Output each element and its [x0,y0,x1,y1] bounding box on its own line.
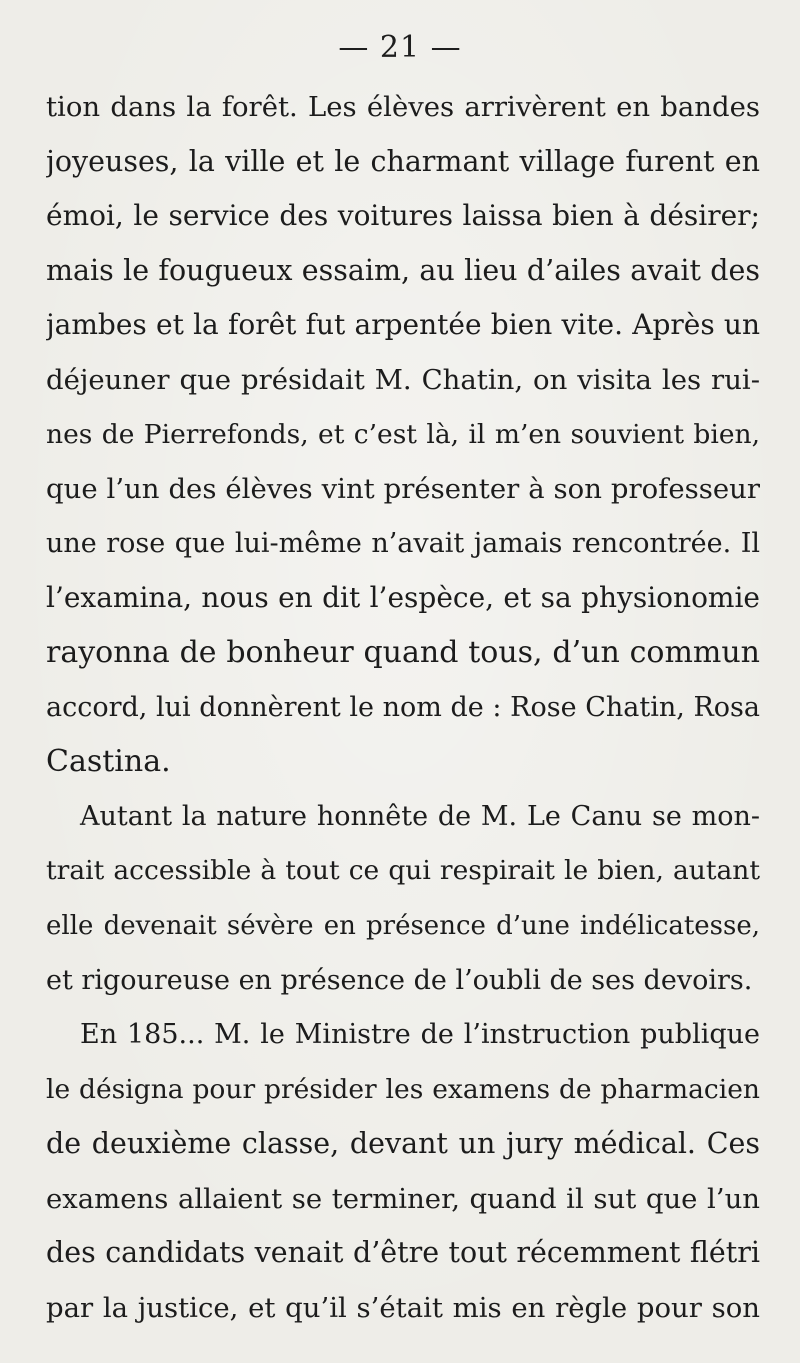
page-number: — 21 — [338,30,462,65]
text-line: que l’un des élèves vint présenter à son professeur [46,473,760,506]
text-line: par la justice, et qu’il s’était mis en règle pour son [46,1292,760,1325]
text-line: mais le fougueux essaim, au lieu d’ailes avait des [46,253,760,287]
text-line: En 185... M. le Ministre de l’instruction publique [80,1019,760,1051]
text-line: tion dans la forêt. Les élèves arrivèrent en bandes [46,91,760,123]
text-line: de deuxième classe, devant un jury médical. Ces [46,1127,760,1161]
text-line: jambes et la forêt fut arpentée bien vite. Après un [46,308,760,342]
text-line: Autant la nature honnête de M. Le Canu se mon- [80,800,760,832]
text-line: déjeuner que présidait M. Chatin, on visita les rui- [46,363,760,396]
text-line: Castina. [46,744,171,780]
text-line: et rigoureuse en présence de l’oubli de ses devoirs. [46,964,753,996]
text-line: des candidats venait d’être tout récemment flétri [46,1236,760,1270]
text-line: accord, lui donnèrent le nom de : Rose Chatin, Rosa [46,691,760,723]
text-line: émoi, le service des voitures laissa bien à désirer; [46,199,760,233]
text-line: le désigna pour présider les examens de pharmacien [46,1073,760,1105]
text-line: trait accessible à tout ce qui respirait le bien, autant [46,855,760,887]
text-line: examens allaient se terminer, quand il sut que l’un [46,1182,760,1215]
text-line: elle devenait sévère en présence d’une indélicatesse, [46,910,760,941]
body-text [46,80,760,1336]
text-line: rayonna de bonheur quand tous, d’un commun [46,634,760,670]
text-line: une rose que lui-même n’avait jamais rencontrée. Il [46,527,760,559]
text-line: l’examina, nous en dit l’espèce, et sa physionomie [46,581,760,615]
text-line: nes de Pierrefonds, et c’est là, il m’en souvient bien, [46,418,760,450]
text-line: joyeuses, la ville et le charmant village furent en [46,144,760,178]
